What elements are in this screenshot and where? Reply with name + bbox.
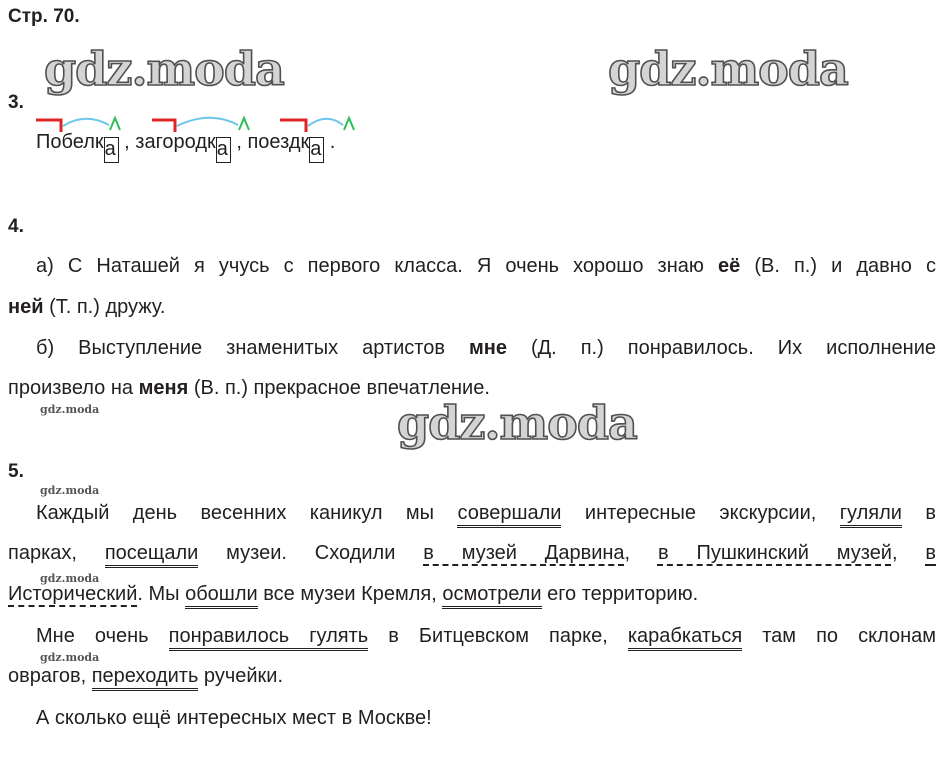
adverbial: в [925,542,937,564]
watermark-small: gdz.moda [40,572,100,585]
suffix-mark [344,118,354,130]
text-line: а) С Наташей я учусь с первого класса. Я очень хорошо знаю её (В. п.) и давно с [36,255,937,277]
word-stem: загородк [135,131,216,153]
watermark-small: gdz.moda [40,651,100,664]
ending-box: а [216,137,231,163]
predicate: карабкаться [628,625,742,651]
predicate: обошли [185,583,258,609]
predicate: посещали [105,542,199,568]
exercise-3-number: 3. [8,92,24,113]
watermark-small: gdz.moda [40,403,100,416]
pronoun: её [717,255,741,277]
text-line: Мне очень понравилось гулять в Битцевском парке, карабкаться там по склонам [36,626,936,646]
adverbial: в музей Дарвина [423,542,625,564]
exercise-3-words: Побелка , загородка , поездка . [36,131,335,163]
pronoun: мне [468,337,507,359]
exercise-5-number: 5. [8,461,24,482]
watermark-logo: gdz.moda [608,42,848,96]
text-line: оврагов, переходить ручейки. [8,666,283,686]
text-line: А сколько ещё интересных мест в Москве! [36,707,432,729]
suffix-mark [110,118,120,130]
text-line: б) Выступление знаменитых артистов мне (Д. п.) понравилось. Их исполнение [36,337,937,359]
pronoun: меня [138,377,189,399]
text-line: произвело на меня (В. п.) прекрасное впечатление. [8,377,490,399]
page-number: Стр. 70. [8,6,80,27]
predicate: осмотрели [442,583,541,609]
predicate: понравилось гулять [169,625,368,651]
text-line: парках, посещали музеи. Сходили в музей Дарвина, в Пушкинский музей, в [8,543,936,563]
watermark-small: gdz.moda [40,484,100,497]
exercise-4-number: 4. [8,216,24,237]
watermark-logo: gdz.moda [44,42,284,96]
root-arc [308,119,343,126]
watermark-logo: gdz.moda [397,396,637,450]
adverbial: Исторический [8,583,138,605]
root-arc [63,119,109,126]
pronoun: ней [8,296,44,318]
text-line: Исторический. Мы обошли все музеи Кремля, осмотрели его территорию. [8,584,698,604]
ending-box: а [104,137,119,163]
predicate: переходить [92,665,199,691]
root-arc [177,118,238,126]
suffix-mark [239,118,249,130]
text-line: Каждый день весенних каникул мы совершали интересные экскурсии, гуляли в [36,503,936,523]
ending-box: а [309,137,324,163]
adverbial: в Пушкинский музей [657,542,892,564]
predicate: совершали [457,502,561,528]
word-stem: Побелк [36,131,104,153]
predicate: гуляли [840,502,902,528]
word-stem: поездк [247,131,310,153]
text-line: ней (Т. п.) дружу. [8,296,166,318]
